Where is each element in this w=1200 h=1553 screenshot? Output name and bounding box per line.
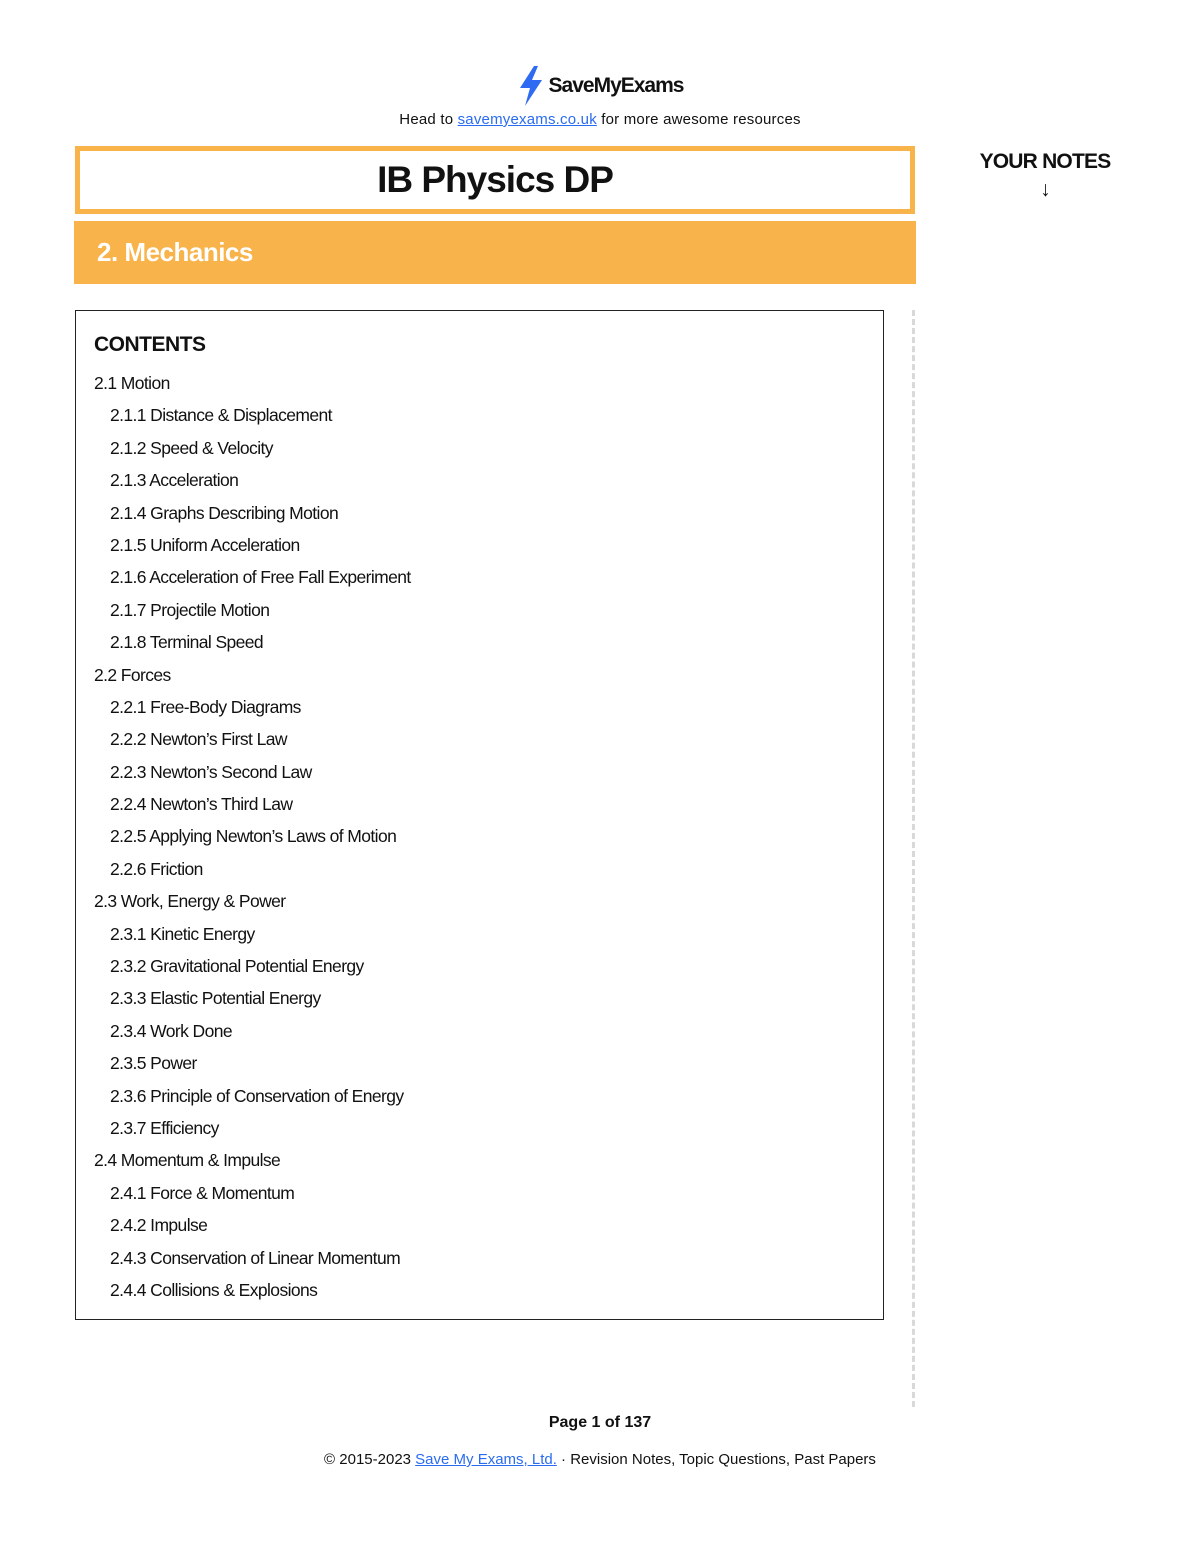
savemyexams-ltd-link[interactable]: Save My Exams, Ltd. <box>415 1451 557 1468</box>
toc-topic-link[interactable]: 2.2 Forces <box>94 664 171 685</box>
page-number: Page 1 of 137 <box>548 1414 652 1431</box>
section-banner <box>74 221 916 284</box>
toc-topic-link[interactable]: 2.1 Motion <box>94 373 170 393</box>
copyright: © 2015-2023 Save My Exams, Ltd. · Revision Notes, Topic Questions, Past Papers <box>324 1451 876 1468</box>
your-notes <box>960 148 1130 204</box>
tagline: Head to savemyexams.co.uk for more awesome resources <box>399 111 801 128</box>
toc-subtopic-link[interactable]: 2.1.6 Acceleration of Free Fall Experiment <box>110 567 411 588</box>
toc-subtopic-link[interactable]: 2.3.5 Power <box>110 1053 197 1074</box>
your-notes-label: YOUR NOTES <box>979 150 1111 173</box>
contents-box <box>75 310 884 1320</box>
brand-name: SaveMyExams <box>548 74 684 97</box>
toc-subtopic-link[interactable]: 2.2.1 Free-Body Diagrams <box>110 696 301 717</box>
arrow-down-icon: ↓ <box>1040 178 1050 201</box>
toc-topic-link[interactable]: 2.3 Work, Energy & Power <box>94 891 286 912</box>
toc-subtopic-link[interactable]: 2.3.2 Gravitational Potential Energy <box>110 956 364 977</box>
toc-subtopic-link[interactable]: 2.4.1 Force & Momentum <box>110 1182 295 1203</box>
toc-subtopic-link[interactable]: 2.4.4 Collisions & Explosions <box>110 1279 318 1300</box>
contents-list <box>94 367 883 1306</box>
page-title: IB Physics DP <box>377 159 613 200</box>
notes-divider <box>912 310 915 1407</box>
toc-subtopic-link[interactable]: 2.1.2 Speed & Velocity <box>110 437 273 458</box>
toc-subtopic-link[interactable]: 2.3.3 Elastic Potential Energy <box>110 988 321 1009</box>
toc-subtopic-link[interactable]: 2.1.3 Acceleration <box>110 470 239 491</box>
toc-subtopic-link[interactable]: 2.1.1 Distance & Displacement <box>110 405 332 426</box>
lightning-bolt-icon <box>517 66 545 106</box>
toc-subtopic-link[interactable]: 2.1.4 Graphs Describing Motion <box>110 502 339 523</box>
contents-heading: CONTENTS <box>94 333 206 356</box>
toc-subtopic-link[interactable]: 2.3.7 Efficiency <box>110 1117 219 1138</box>
toc-subtopic-link[interactable]: 2.3.1 Kinetic Energy <box>110 923 255 944</box>
title-box <box>75 146 915 214</box>
toc-subtopic-link[interactable]: 2.4.3 Conservation of Linear Momentum <box>110 1247 401 1268</box>
toc-subtopic-link[interactable]: 2.1.5 Uniform Acceleration <box>110 534 300 555</box>
toc-subtopic-link[interactable]: 2.2.2 Newton’s First Law <box>110 729 287 750</box>
toc-subtopic-link[interactable]: 2.2.6 Friction <box>110 858 203 879</box>
savemyexams-link[interactable]: savemyexams.co.uk <box>457 111 597 128</box>
toc-subtopic-link[interactable]: 2.2.4 Newton’s Third Law <box>110 794 293 815</box>
toc-subtopic-link[interactable]: 2.1.7 Projectile Motion <box>110 599 270 620</box>
toc-subtopic-link[interactable]: 2.4.2 Impulse <box>110 1215 208 1236</box>
section-title: 2. Mechanics <box>97 237 253 267</box>
toc-subtopic-link[interactable]: 2.3.4 Work Done <box>110 1020 232 1041</box>
toc-subtopic-link[interactable]: 2.2.3 Newton’s Second Law <box>110 761 312 782</box>
toc-subtopic-link[interactable]: 2.1.8 Terminal Speed <box>110 632 264 653</box>
toc-topic-link[interactable]: 2.4 Momentum & Impulse <box>94 1150 281 1171</box>
brand-logo[interactable] <box>0 66 1200 106</box>
toc-subtopic-link[interactable]: 2.3.6 Principle of Conservation of Energy <box>110 1085 404 1106</box>
toc-subtopic-link[interactable]: 2.2.5 Applying Newton’s Laws of Motion <box>110 826 397 847</box>
